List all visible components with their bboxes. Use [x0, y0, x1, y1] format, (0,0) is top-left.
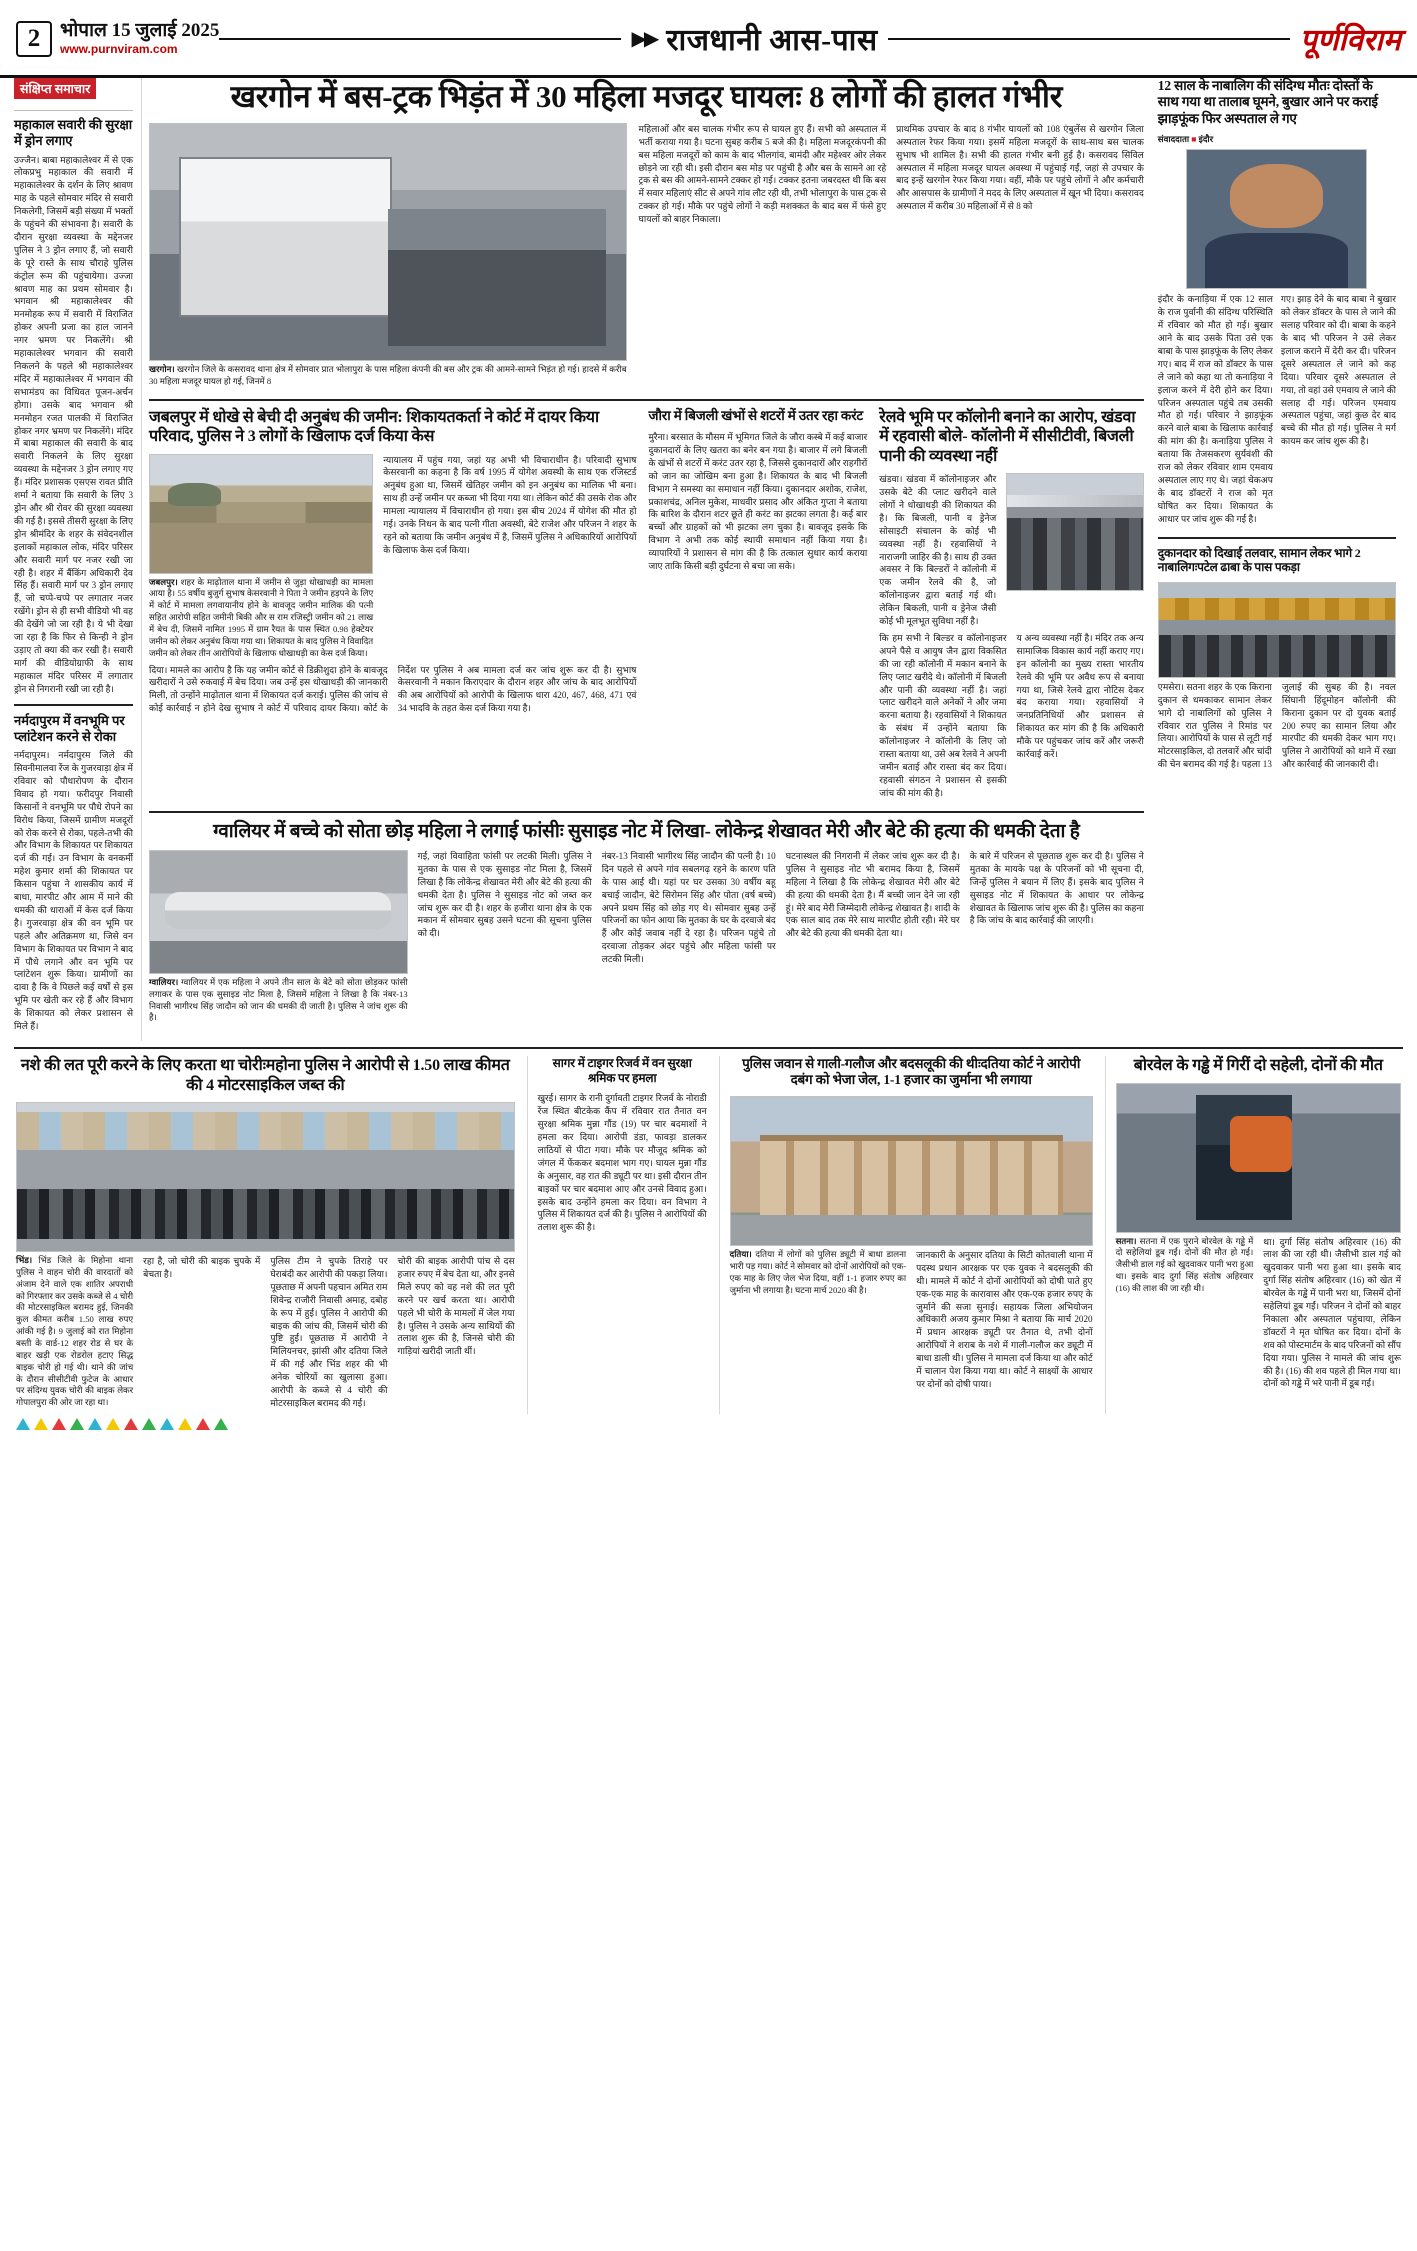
lead-photo-block — [149, 123, 627, 392]
jabalpur-col-1: न्यायालय में पहुंच गया, जहां यह अभी भी विचाराधीन है। परिवादी सुभाष केसरवानी का कहना है कि वर्ष 1995 में योगेश अवस्थी के साथ एक रजिस्टर्ड अनुबंध हुआ था, जिसमें खेतिहर जमीन को इन अनुबंध का मालिक भी बना। साथ ही उन्हें जमीन पर कब्जा भी दिया गया था। लेकिन कोर्ट की उसके रोक और मामला न्यायालय में विचाराधीन हो गया। इस बीच 2024 में योगेश की मौत हो गई। उनके निधन के बाद पत्नी गीता अवस्थी, बेटे राजेश और परिजन ने शहर के रहने को बताया कि जमीन अनुबंध में है, जिसमें पुलिस ने अधिकारियों आरोपियों के खिलाफ केस दर्ज किया। — [383, 454, 637, 555]
masthead-dateblock — [60, 21, 219, 56]
rail-item-1 — [14, 117, 133, 696]
bhind-caption — [16, 1255, 133, 1410]
satna-story — [1105, 1056, 1401, 1414]
datia-caption-text: दतिया में लोगों को पुलिस ड्यूटी में बाधा डालना भारी पड़ गया। कोर्ट ने सोमवार को दोनों आरोपियों को एक-एक माह के लिए जेल भेज दिया, वहीं 1-1 हजार रुपए का जुर्माना भी लगाया है। घटना मार्च 2020 की है। — [729, 1248, 907, 1295]
sagar-headline: सागर में टाइगर रिजर्व में वन सुरक्षा श्रमिक पर हमला — [552, 1056, 692, 1085]
sagar-text: खुरई। सागर के रानी दुर्गावती टाइगर रिजर्व के नोराडी रेंज स्थित बीटकेक कैंप में रविवार रात तैनात वन सुरक्षा श्रमिक मुन्ना गौंड (19) पर चार बदमाशों ने हमला कर दिया। आरोपी डंडा, फावड़ा डालकर लाठियों से पीटा गया। मौके पर मौजूद श्रमिक को जंगल में फेंककर बदमाश भाग गए। घायल मुन्ना गौंड के अनुसार, वह रात की ड्यूटी पर था। इसी दौरान तीन बाइकों पर चार बदमाश आए और उनसे विवाद हुआ। इसके बाद उन्होंने हमला कर दिया। वन विभाग ने पुलिस में शिकायत दर्ज की है। पुलिस ने आरोपियों की तलाश शुरू की है। — [537, 1093, 707, 1233]
gwalior-story — [149, 820, 1144, 1029]
railway-photo-block — [1006, 473, 1144, 632]
railway-col-1: खंडवा। खंडवा में कॉलोनाइजर और उसके बेटे की प्लाट खरीदने वाले लोगों ने धोखाधड़ी की शिकायत की है। कि बिजली, पानी व ड्रेनेज सोसाइटी संचालन के कोई भी व्यवस्था नहीं है। रहवासियों ने नाराजगी जाहिर की है। साथ ही उक्त अवसर ने कि बिल्डरों ने कॉलोनी में एक जमीन रेलवे की है, जो कॉलोनाइजर द्वारा बताई गई थी। लेकिन बिकली, पानी व ड्रेनेज जैसी कोई भी मूलभूत सुविधा नहीं है। — [879, 474, 997, 627]
divider-left — [219, 38, 621, 40]
triangle-icon — [88, 1418, 102, 1430]
gwalior-caption — [149, 977, 408, 1024]
triangle-icon — [160, 1418, 174, 1430]
indore-story — [1158, 78, 1396, 530]
lead-headline: खरगोन में बस-ट्रक भिड़ंत में 30 महिला मजदूर घायलः 8 लोगों की हालत गंभीर — [230, 79, 1063, 114]
lead-photo — [149, 123, 627, 361]
gwalior-col-1: गई, जहां विवाहिता फांसी पर लटकी मिली। पुलिस ने मुतका के पास से एक सुसाइड नोट मिला है, जिसमें लिखा है कि लोकेन्द्र शेखावत मेरी और बेटे की हत्या की धमकी देता है। पुलिस ने सुसाइड नोट को जब्त कर जांच शुरू कर दी है। शहर के हजीरा थाना क्षेत्र के एक मकान में सोमवार सुबह उसने घटना की सूचना पुलिस को दी। — [417, 850, 592, 939]
satna-text-cols — [1116, 1236, 1401, 1395]
railway-photo — [1006, 473, 1144, 591]
satna-caption — [1116, 1236, 1254, 1391]
datia-story — [719, 1056, 1093, 1414]
masthead-website[interactable]: www.purnviram.com — [60, 41, 178, 56]
brand-logo: पूर्णविराम — [1299, 24, 1401, 57]
triangle-icon — [70, 1418, 84, 1430]
shop-photo — [1158, 582, 1396, 678]
triangle-icon — [178, 1418, 192, 1430]
rail-item-2-text: नर्मदापुरम। नर्मदापुरम जिले की सिवनीमालवा रेंज के गुजरवाड़ा क्षेत्र में रविवार को पौधारोपण के दौरान विवाद हो गया। फरीदपुर निवासी किसानों ने वनभूमि पर पौधे रोपने का विरोध किया, जिसमें ग्रामीण मजदूरों को रोक करने से रोका, पहले-तभी की और विभाग के शिकायत पर शिकायत दर्ज की गई। उन विभाग के वनकर्मी महेश कुमार शर्मा की शिकायत पर किसान पहुंचा ने शासकीय कार्य में बाधा, मारपीट और आम में माने की धमकी की धाराओं में केस दर्ज किया है। गुजरवाड़ा क्षेत्र की वन भूमि पर पहले और अतिक्रमण था, जिसे वन विभाग के शिकायत पर विभाग ने बाद में पौधे लगाने और वन भूमि पर प्लांटेशन शुरू किया। ग्रामीणों का दावा है कि वे पिछले कई वर्षों से इस भूमि पर खेती कर रहे हैं और विभाग के शिकायत को लेकर प्रशासन से मिले हैं। — [14, 750, 133, 1032]
jabalpur-caption — [149, 577, 373, 660]
jabalpur-content — [149, 454, 636, 664]
gwalior-content — [149, 850, 1144, 1028]
satna-headline: बोरवेल के गड्ढे में गिरीं दो सहेली, दोनों की मौत — [1133, 1057, 1383, 1074]
gwalior-photo-block — [149, 850, 408, 1028]
indore-text-cols — [1158, 293, 1396, 529]
bhind-col-3: चोरी की बाइक आरोपी पांच से दस हजार रुपए में बेच देता था, और इनसे मिले रुपए को वह नशे की लत पूरी करने पर खर्च करता था। आरोपी पहले भी चोरी के मामलों में जेल गया है। पुलिस ने उसके अन्य साथियों की तलाश शुरू की है, जिनसे चोरी की गाड़ियां खरीदी जाती थीं। — [397, 1256, 515, 1357]
bhind-headline: नशे की लत पूरी करने के लिए करता था चोरीःमहोना पुलिस ने आरोपी से 1.50 लाख कीमत की 4 मोटरसाइकिल जब्त की — [20, 1057, 510, 1094]
indore-headline: 12 साल के नाबालिग की संदिग्ध मौतः दोस्तों के साथ गया था तालाब घूमने, बुखार आने पर कराई झाड़फूंक फिर अस्पताल ले गए — [1157, 78, 1378, 126]
double-arrow-icon: ▶▶ — [631, 28, 657, 50]
datia-caption-place: दतिया। — [729, 1248, 752, 1259]
shop-story — [1158, 546, 1396, 772]
indore-col-1: इंदौर के कनाड़िया में एक 12 साल के राज पुर्वानी की संदिग्ध परिस्थिति में रविवार को मौत हो गई। बुखार आने के बाद उसके पिता उसे एक बाबा के पास झाड़फूंक के लिए लेकर गए। बाद में राज को डॉक्टर के पास ले जाने को कहा था तो कनाड़िया ने इलाज करने में देरी होने कर दिया। परिजन अस्पताल पहुंचे तब उसकी मौत हो गई। परिवार ने झाड़फूंक करने वाले बाबा के खिलाफ कार्रवाई की मांग की है। कनाड़िया पुलिस ने बताया कि तेजसकरण सुर्यवंशी की राज को लेकर रविवार शाम एमवाय अस्पताल लाए गए थे। जहां चेकअप के बाद डॉक्टरों ने राज को मृत घोषित कर दिया। शिकायत के आधार पर जांच शुरू की गई है। — [1157, 294, 1273, 524]
satna-col-1: था। दुर्गा सिंह संतोष अहिरवार (16) की लाश की जा रही थी। जैसीभी डाल गई को खुदवाकर पानी भरा हुआ था। इसके बाद दुर्गा सिंह संतोष अहिरवार (16) को खेत में बोरवेल के गड्ढे में पानी भरा था, जिसमें दोनों सहेलियां डूब गईं। परिजन ने दोनों को बाहर निकाला और अस्पताल पहुंचाया, लेकिन डॉक्टरों ने मृत घोषित कर दिया। दोनों के शव को पोस्टमार्टम के बाद परिजनों को सौंप दिया गया। पुलिस ने मामले की जांच शुरू की है। (16) की शव पहले ही मिल गया था। दोनों को गड्ढे में भरे पानी में डूब गई। — [1263, 1236, 1402, 1389]
section-title: राजधानी आस-पास — [666, 24, 878, 57]
gwalior-photo — [149, 850, 408, 974]
lead-content — [149, 123, 1144, 392]
bhind-photo — [16, 1102, 515, 1252]
bhind-story — [16, 1056, 515, 1414]
railway-bottom — [879, 632, 1144, 804]
triangle-icon — [142, 1418, 156, 1430]
masthead-center — [219, 18, 1289, 59]
divider-right-1 — [1158, 537, 1396, 539]
triangle-icon — [124, 1418, 138, 1430]
center-stack — [142, 78, 1151, 1041]
satna-caption-place: सतना। — [1115, 1235, 1137, 1246]
jabalpur-caption-text: शहर के माढ़ोताल थाना में जमीन से जुड़ा धोखाधड़ी का मामला आया है। 55 वर्षीय बुजुर्ग सुभाष केसरवानी ने पिता ने जमीन हड़पने के लिए में कोर्ट में मामला लगवायानीय होने के बावजूद जमीन मालिक की पत्नी सहित आरोपी सहित जमीनी बिकी और स राम रजिस्ट्री जमीन को 21 लाख में बेच दी, जिसमें नामित 1995 में ग्राम रैयत के पास स्थित 0.98 हेक्टेयर जमीन को लेकर अनुबंध किया गया था। शिकायत के बाद पुलिस ने विवादित जमीन को लेकर तीन आरोपियों के खिलाफ धोखाधड़ी का केस दर्ज किया। — [149, 576, 374, 658]
jabalpur-col-2: दिया। मामले का आरोप है कि यह जमीन कोर्ट से डिक्रीशुदा होने के बावजूद खरीदारों ने उसे रुकवाई में बेच दिया। जब उन्हें इस धोखाधड़ी की जानकारी मिली, तो उन्होंने माढ़ोताल थाना में शिकायत दर्ज कराई। पुलिस की जांच से कोई कार्रवाई न होने देख सुभाष ने कोर्ट में परिवाद दायर किया। कोर्ट के निर्देश पर पुलिस ने अब मामला दर्ज कर जांच शुरू कर दी है। सुभाष केसरवानी ने मकान किराएदार के दौरान शहर और जांच के बाद आरोपियों की अब आरोपियों को आरोपी के खिलाफ धारा 420, 467, 468, 471 एवं 34 भादवि के तहत केस दर्ज किया गया है। — [149, 664, 637, 714]
sagar-story — [527, 1056, 707, 1414]
railway-headline: रेलवे भूमि पर कॉलोनी बनाने का आरोप, खंडवा में रहवासी बोले- कॉलोनी में सीसीटीवी, बिजली पानी की व्यवस्था नहीं — [879, 408, 1136, 465]
rail-item-1-headline: महाकाल सवारी की सुरक्षा में ड्रोन लगाए — [14, 117, 133, 149]
jabalpur-headline: जबलपुर में धोखे से बेची दी अनुबंध की जमीन: शिकायतकर्ता ने कोर्ट में दायर किया परिवाद, पुलिस ने 3 लोगों के खिलाफ दर्ज किया केस — [149, 408, 600, 446]
row-two — [149, 408, 1144, 804]
gwalior-caption-text: ग्वालियर में एक महिला ने अपने तीन साल के बेटे को सोता छोड़कर फांसी लगाकर के पास एक सुसाइड नोट मिला है, जिसमें महिला ने लिखा है कि नंबर-13 निवासी भागीरथ सिंह जादौन को जान की धमकी दी जाती है। पुलिस ने जांच शुरू की है। — [149, 976, 408, 1023]
jabalpur-caption-place: जबलपुर। — [149, 576, 178, 587]
lead-text-cols — [639, 123, 1144, 392]
rail-divider-1 — [14, 110, 133, 111]
bijli-story — [648, 408, 867, 804]
brief-news-kicker: संक्षिप्त समाचार — [14, 78, 96, 99]
gwalior-headline: ग्वालियर में बच्चे को सोता छोड़ महिला ने लगाई फांसीः सुसाइड नोट में लिखा- लोकेन्द्र शेखावत मेरी और बेटे की हत्या की धमकी देता है — [213, 820, 1080, 842]
bhind-col-1: रहा है, जो चोरी की बाइक चुपके में बेचता है। — [143, 1256, 261, 1279]
triangle-icon — [34, 1418, 48, 1430]
bhind-text-cols — [16, 1255, 515, 1414]
indore-byline: संवाददाता ■ इंदौर — [1157, 134, 1214, 145]
indore-byline-place: इंदौर — [1198, 134, 1214, 145]
triangle-icon — [106, 1418, 120, 1430]
bijli-text: मुरैना। बरसात के मौसम में भूमिगत जिले के जौरा कस्बे में कई बाजार दुकानदारों के लिए खतरा का बनेर बन गया है। बाजार में लगे बिजली के खंभों से शटरों में करंट उतर रहा है, जिससे दुकानदारों और राहगीरों को जान का जोखिम बना हुआ है। शिकायत के बाद भी बिजली विभाग ने समस्या का समाधान नहीं किया। दुकानदार अशोक, राजेश, प्रकाशचंद्र, अनिल मुकेश, माधवीर प्रसाद और अंकित गुप्ता ने बताया कि बारिश के दौरान शटर छूते ही करंट का झटका लगता है। कई बार बच्चों और ग्राहकों को भी झटका लग चुका है। बावजूद इसके कि विभाग ने अभी तक कोई स्थायी समाधान नहीं किया गया है। व्यापारियों ने प्रशासन से मांग की है कि तत्काल सुधार कार्य कराया जाए ताकि किसी बड़ी दुर्घटना से बचा जा सके। — [648, 432, 868, 572]
triangle-icon — [52, 1418, 66, 1430]
railway-top — [879, 473, 1144, 632]
bhind-col-2: पुलिस टीम ने चुपके तिराहे पर घेराबंदी कर आरोपी की पकड़ा लिया। पूछताछ में अपनी पहचान अमित राम शिवेन्द्र राजौरी निवासी अमाह, दबोह के रूप में हुई। पुलिस ने आरोपी की बाइक की जांच की, जिसमें चोरी की पुष्टि हुई। पूछताछ में आरोपी ने मिलियनचर, झांसी और दतिया जिले में की गई और भिंड शहर की भी अनेक चोरियों का खुलासा हुआ। आरोपी के कब्जे से 4 चोरी की मोटरसाइकिल बरामद की गई। — [270, 1256, 388, 1408]
gwalior-col-4: के बारे में परिजन से पूछताछ शुरू कर दी है। पुलिस ने मुतका के मायके पक्ष के परिजनों को भी सूचना दी, जिन्हें पुलिस ने बयान में लिए हैं। इसके बाद पुलिस ने सुसाइड नोट में शिकायत के आधार पर लोकेन्द्र शेखावत के खिलाफ जांच शुरू की है। पुलिस का कहना है कि जांच के बाद कार्रवाई की जाएगी। — [969, 850, 1144, 926]
satna-photo — [1116, 1083, 1401, 1233]
datia-photo — [730, 1096, 1093, 1246]
datia-headline: पुलिस जवान से गाली-गलौज और बदसलूकी की थीःदतिया कोर्ट ने आरोपी दबंग को भेजा जेल, 1-1 हजार का जुर्माना भी लगाया — [742, 1056, 1081, 1088]
lead-col-1: महिलाओं और बस चालक गंभीर रूप से घायल हुए हैं। सभी को अस्पताल में भर्ती कराया गया है। घटना सुबह करीब 5 बजे की है। महिला मजदूरकंपनी की बस महिला मजदूरों को काम के बाद भीलगांव, बामंदी और महेश्वर ओर लेकर छोड़ने जा रही थी। इसी दौरान बस मोड़ पर पहुंची है और बस के सामने आ रहे ट्रक से बस की आमने-सामने टक्कर हो गई। टक्कर इतना जबरदस्त थी कि बस में सवार महिलाएं सीट से अपने गांव लौट रही थी, तभी भोलापुरा के पास ट्रक से टक्कर हो गई। मौके पर पहुंचे लोगों ने कड़ी मशक्कत के बाद बस में फंसे हुए घायलों को बाहर निकाला। — [638, 123, 887, 225]
triangle-icon — [16, 1418, 30, 1430]
triangle-icon — [196, 1418, 210, 1430]
lead-caption-text: खरगोन जिले के कसरावद थाना क्षेत्र में सोमवार प्रात भोलापुरा के पास महिला कंपनी की बस और ट्रक की आमने-सामने भिड़ंत हो गई। हादसे में करीब 30 महिला मजदूर घायल हो गई, जिनमें 8 — [149, 363, 627, 386]
jabalpur-photo — [149, 454, 373, 574]
datia-col-1: जानकारी के अनुसार दतिया के सिटी कोतवाली थाना में पदस्थ प्रधान आरक्षक पर एक युवक ने बदसलूकी की थी। मामले में कोर्ट ने दोनों आरोपियों को दोषी पाते हुए एक-एक माह के कारावास और एक-एक हजार रुपए के जुर्माने की सजा सुनाई। सहायक जिला अभियोजन अधिकारी अजय कुमार मिश्रा ने बताया कि मार्च 2020 में प्रधान आरक्षक ड्यूटी पर तैनात थे, तभी दोनों आरोपियों ने शराब के नशे में गाली-गलौज कर ड्यूटी में बाधा डाली थी। पुलिस ने मामला दर्ज किया था और कोर्ट में चालान पेश किया गया था। कोर्ट ने साक्ष्यों के आधार पर दोनों को दोषी पाया। — [916, 1249, 1093, 1389]
bijli-headline: जौरा में बिजली खंभों से शटरों में उतर रहा करंट — [648, 407, 864, 423]
divider-row-two — [149, 811, 1144, 813]
bhind-caption-text: भिंड जिले के मिहोना थाना पुलिस ने वाहन चोरी की वारदातों को अंजाम देने वाले एक शातिर अपराधी को गिरफ्तार कर उसके कब्जे से 4 चोरी की मोटरसाइकिल बरामद हुई, जिनकी कुल कीमत करीब 1.50 लाख रुपए आंकी गई है। 9 जुलाई को रात मिहोना बस्ती के वार्ड-12 शहर रोड से घर के बाहर खड़ी एक रोडरोल हटाए सिद्ध बाइक चोरी हो गई थी। थाने की जांच के दौरान सीसीटीवी फुटेज के आधार पर संदिग्ध युवक चोरी की बाइक लेकर गोपालपुरा की ओर जा रहा था। — [16, 1255, 134, 1408]
left-rail — [14, 78, 142, 1041]
bhind-caption-place: भिंड। — [16, 1255, 33, 1266]
rail-item-2 — [14, 713, 133, 1033]
masthead-left — [16, 21, 219, 57]
rail-divider-2 — [14, 704, 133, 706]
railway-col-3: य अन्य व्यवस्था नहीं है। मंदिर तक अन्य सामाजिक विकास कार्य नहीं कराए गए। इन कॉलोनी का मुख्य रास्ता भारतीय रेलवे की भूमि पर अवैध रूप से बनाया गया था, जिसे रेलवे द्वारा नोटिस देकर बंद कराया गया। रहवासियों ने जनप्रतिनिधियों और प्रशासन से शिकायत कर मांग की है कि अधिकारी मौके पर पहुंचकर जांच करें और जरूरी कार्रवाई करें। — [1016, 632, 1144, 760]
masthead — [0, 0, 1417, 78]
indore-byline-label: संवाददाता — [1157, 134, 1190, 145]
right-column — [1151, 78, 1403, 1041]
railway-story — [879, 408, 1144, 804]
masthead-date: भोपाल 15 जुलाई 2025 — [60, 20, 220, 42]
rail-item-1-text: उज्जैन। बाबा महाकालेश्वर में से एक लोकप्रभु महाकाल की सवारी में महाकालेश्वर के दर्शन के लिए श्रावण माह के पहले सोमवार मंदिर से सवारी निकलेगी, जिसमें बड़ी संख्या में भक्तों के पहुंचने की संभावना है। सवारी के दौरान सुरक्षा व्यवस्था के मद्देनजर पुलिस ने 3 ड्रोन लगाए हैं, जो सवारी के पूरे रास्ते के साथ चौराहे पुलिस कंट्रोल रूम की पहुंचायेगा। उज्जा श्रावण माह का प्रथम सोमवार है। भगवान श्री महाकालेश्वर की मनमोहक रूप में सवारी में विराजित होकर अपनी प्रजा का हाल जानने नगर भ्रमण पर निकलेंगे। श्री महाकालेश्वर भगवान की सवारी निकलने के पहले श्री महाकालेश्वर मंदिर में महाकालेश्वर में भगवान की सभामंडप का विधिवत पूजन-अर्चन होगा। उसके बाद भगवान श्री मनमोहन रजत पालकी में विराजित होकर नगर भ्रमण पर निकलेंगे। मंदिर में बाबा महाकाल की सवारी के बाद सवारी निकलने के लिए सुरक्षा व्यवस्था के मद्देनजर 3 ड्रोन लगाए गए हैं। मंदिर प्रशासक एसएस रावत प्रीति शर्मा ने बताया कि सवारी के लिए 3 ड्रोन और श्री रोवर की सुरक्षा व्यवस्था की गई है। इससे तीसरी सुरक्षा के लिए ड्रोन श्रीमंदिर के शहर के संवेदनशील इलाकों महाकाल लोक, मंदिर परिसर और सवारी मार्ग पर नजर रखी जा रही है। शहर में बैंकिंग अधिकारी देव सिंह हैं। सवारी मार्ग पर 3 ड्रोन लगाए हैं, जो चप्पे-चप्पे पर लगातार नजर रखेंगे। ड्रोन से ही सभी वीडियो भी वह की देखेंगे जो जा रही है। ये भी देखा जा रहा है कि फिर से किन्ही ने ड्रोन उड़ाए तो क्या की कर रखी है। सवारी मार्ग की वीडियोग्राफी के साथ महाकाल मंदिर परिसर में लगातार ड्रोन से निगरानी रखी जा रही है। — [14, 154, 133, 694]
page-body — [0, 78, 1417, 1041]
gwalior-col-3: घटनास्थल की निगरानी में लेकर जांच शुरू कर दी है। पुलिस ने सुसाइड नोट भी बरामद किया है, जिसमें महिला ने लिखा है कि लोकेन्द्र शेखावत मेरी और बेटे की हत्या की धमकी देता है। मैं बच्ची जान देने जा रही हूं। मेरे बाद मेरी जिम्मेदारी लोकेन्द्र शेखावत है। शादी के एक साल बाद तक मेरे साथ मारपीट होती रही। मेरे घर और बेटे की हत्या की धमकी देता था। — [785, 850, 960, 939]
shop-headline: दुकानदार को दिखाई तलवार, सामान लेकर भागे 2 नाबालिगःपटेल ढाबा के पास पकड़ा — [1157, 545, 1361, 575]
lead-col-2: प्राथमिक उपचार के बाद 8 गंभीर घायलों को 108 एंबुलेंस से खरगोन जिला अस्पताल रेफर किया गया। इसमें महिला मजदूरों के साथ-साथ बस चालक सुभाष भी शामिल है। सभी की हालत गंभीर बनी हुई है। कसरावद सिविल अस्पताल में महिला मजदूर घायल अवस्था में पहुंचाई गईं, जहां से उपचार के बाद इन्हें खरगोन रेफर किया गया। वहीं, मौके पर पहुंचे लोगों ने और कर्मचारी और आसपास के ग्रामीणों ने मदद के लिए अस्पताल में खून भी दिया। कसरावद अस्पताल में करीब 30 महिलाओं में से 8 को — [896, 123, 1144, 212]
page-number: 2 — [16, 21, 52, 57]
footer-decoration — [0, 1414, 1417, 1438]
gwalior-col-2: नंबर-13 निवासी भागीरथ सिंह जादौन की पत्नी है। 10 दिन पहले से अपने गांव सबलगढ़ रहने के कारण पति के पास आई थी। यहां पर घर उसका 30 वर्षीय बहू बचाई जादौन, बेटे सिरोमन सिंह और पोता (वर्ष बच्चे) अपने प्रथम सिंह को छोड़ गए थे। सोमवार सुबह उन्हें परिजनों का फोन आया कि मुतका के घर के दरवाजे बंद हैं और कोई जवाब नहीं दे रहा है। परिजन पहुंचे तो दरवाजा तोड़कर अंदर पहुंचे और महिला फांसी पर लटकी मिली। — [601, 850, 776, 965]
lead-caption — [149, 364, 627, 388]
triangle-icon — [214, 1418, 228, 1430]
datia-text-cols — [730, 1249, 1093, 1395]
indore-col-2: गए। झाड़ देने के बाद बाबा ने बुखार को लेकर डॉक्टर के पास ले जाने की सलाह परिवार को दी। बाबा के कहने के बाद भी परिजन ने उसे लेकर इलाज कराने में देरी कर दी। परिजन दूसरे अस्पताल ले जाने को कह दिया। परिवार दूसरे अस्पताल ले गया, तो वहां उसे एमवाय ले जाने की सलाह दी गई। परिजन एमवाय अस्पताल पहुंचा, जहां कुछ देर बाद बच्चे की मौत हो गई। पुलिस ने मर्ग कायम कर जांच शुरू की है। — [1280, 294, 1396, 447]
rail-item-2-headline: नर्मदापुरम में वनभूमि पर प्लांटेशन करने से रोका — [14, 712, 125, 744]
jabalpur-story — [149, 408, 636, 804]
indore-portrait-photo — [1186, 149, 1367, 289]
satna-caption-text: सतना में एक पुराने बोरवेल के गड्ढे में दो सहेलियां डूब गईं। दोनों की मौत हो गई। जैसीभी डाल गई को खुदवाकर पानी भरा हुआ था। इसके बाद दुर्गा सिंह संतोष अहिरवार (16) की लाश की जा रही थी। — [1115, 1235, 1254, 1293]
divider-lead-bottom — [149, 399, 1144, 401]
jabalpur-text-1 — [383, 454, 636, 664]
jabalpur-photo-block — [149, 454, 373, 664]
bottom-band — [0, 1049, 1417, 1414]
divider-right — [888, 38, 1290, 40]
shop-text: एमसेरा। सतना शहर के एक किराना दुकान से धमकाकर सामान लेकर भागे दो नाबालिगों को पुलिस ने रविवार रात पुलिस ने रिमांड पर लिया। आरोपियों के पास से लूटी गई मोटरसाइकिल, दो तलवारें और चांदी की चेन बरामद की गई है। पहला 13 जुलाई की सुबह की है। नवल सिंघानी हिंदूमोहन कॉलोनी की किराना दुकान पर दो युवक बताई 200 रुपए का सामान लिया और मारपीट की धमकी देकर भाग गए। पुलिस ने आरोपियों को थाने में रखा और कार्रवाई की जानकारी दी। — [1157, 681, 1396, 770]
datia-caption — [730, 1249, 906, 1391]
lead-story — [149, 78, 1144, 392]
lead-caption-place: खरगोन। — [149, 363, 175, 374]
railway-col-2: कि हम सभी ने बिल्डर व कॉलोनाइजर अपने पैसे व आयुष जैन द्वारा विकसित की जा रही कॉलोनी में मकान बनाने के लिए प्लाट खरीदे थे। कॉलोनी में बिजली और पानी की व्यवस्था नहीं है। जहां प्लाट खरीदने वाले अनेकों ने और जमा करना बताया है। रहवासियों ने शिकायत के संबंध में उन्होंने बताया कि कॉलोनाइजर ने कॉलोनी के लिए जो रास्ता बताया था, उसे अब रेलवे ने अपनी जमीन बताई और रास्ता बंद कर दिया। रहवासी संगठन ने प्रशासन से इसकी जांच की मांग की है। — [879, 632, 1007, 798]
gwalior-caption-place: ग्वालियर। — [149, 976, 179, 987]
